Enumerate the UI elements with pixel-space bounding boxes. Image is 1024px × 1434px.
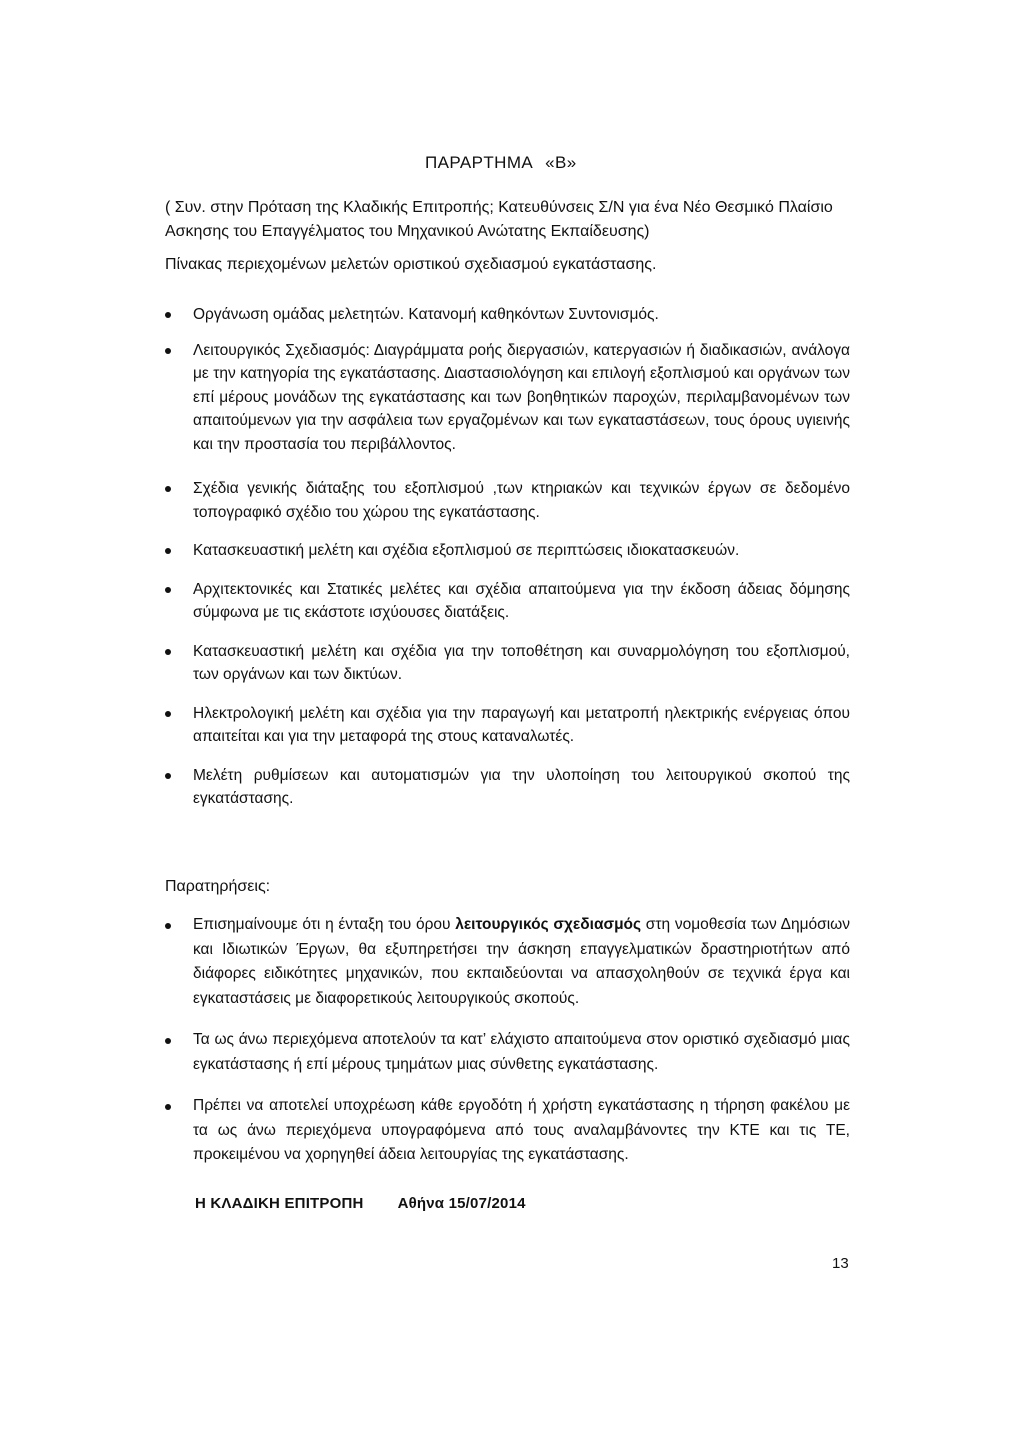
list-item bbox=[165, 339, 850, 457]
signature-line bbox=[195, 1195, 526, 1212]
note-text: Τα ως άνω περιεχόμενα αποτελούν τα κατ’ ελάχιστο απαιτούμενα στον οριστικό σχεδιασμό μιας εγκατάστασης ή επί μέρους τμημάτων μιας σύνθετης εγκατάστασης. bbox=[193, 1031, 850, 1073]
bullet-icon bbox=[165, 773, 171, 779]
list-item-text: Μελέτη ρυθμίσεων και αυτοματισμών για την υλοποίηση του λειτουργικού σκοπού της εγκατάστασης. bbox=[193, 766, 850, 807]
list-item bbox=[165, 578, 850, 625]
note-item bbox=[165, 913, 850, 1011]
list-item bbox=[165, 764, 850, 811]
page-number: 13 bbox=[832, 1255, 849, 1272]
bullet-icon bbox=[165, 548, 171, 554]
notes-heading: Παρατηρήσεις: bbox=[165, 878, 271, 895]
bullet-icon bbox=[165, 649, 171, 655]
bullet-icon bbox=[165, 348, 171, 354]
contents-table-title: Πίνακας περιεχομένων μελετών οριστικού σχεδιασμού εγκατάστασης. bbox=[165, 256, 657, 273]
list-item-text: Ηλεκτρολογική μελέτη και σχέδια για την παραγωγή και μετατροπή ηλεκτρικής ενέργειας όπου απαιτείται και για την μεταφορά της στους καταναλωτές. bbox=[193, 704, 850, 745]
list-item-text: Αρχιτεκτονικές και Στατικές μελέτες και σχέδια απαιτούμενα για την έκδοση άδειας δόμησης σύμφωνα με τις εκάστοτε ισχύουσες διατάξεις. bbox=[193, 580, 850, 621]
list-item-text: Σχέδια γενικής διάταξης του εξοπλισμού ,των κτηριακών και τεχνικών έργων σε δεδομένο τοπογραφικό σχέδιο του χώρου της εγκατάστασης. bbox=[193, 480, 850, 521]
contents-list bbox=[165, 303, 850, 826]
list-item-text: Λειτουργικός Σχεδιασμός: Διαγράμματα ροής διεργασιών, κατεργασιών ή διαδικασιών, ανάλογα με την κατηγορία της εγκατάστασης. Διαστασιολόγηση και επιλογή εξοπλισμού και οργάνων των επί μέρους μονάδων της εγκατάστασης και των βοηθητικών παροχών, περιλαμβανομένων των απαιτούμενων για την ασφάλεια των εργαζομένων και των εγκαταστάσεων, τους όρους υγιεινής και την προστασία του περιβάλλοντος. bbox=[193, 341, 850, 453]
bullet-icon bbox=[165, 923, 171, 929]
list-item bbox=[165, 539, 850, 563]
note-item bbox=[165, 1094, 850, 1168]
list-item bbox=[165, 702, 850, 749]
bullet-icon bbox=[165, 486, 171, 492]
bullet-icon bbox=[165, 312, 171, 318]
bullet-icon bbox=[165, 1038, 171, 1044]
bullet-icon bbox=[165, 711, 171, 717]
intro-note: ( Συν. στην Πρόταση της Κλαδικής Επιτροπής; Κατευθύνσεις Σ/Ν για ένα Νέο Θεσμικό Πλαίσιο Ασκησης του Επαγγέλματος του Μηχανικού Ανώτατης Εκπαίδευσης) bbox=[165, 199, 833, 240]
note-item bbox=[165, 1028, 850, 1077]
note-text-end: στη νομοθεσία των Δημόσιων και Ιδιωτικών Έργων, θα εξυπηρετήσει την άσκηση επαγγελματικών δραστηριοτήτων από διάφορες ειδικότητες μηχανικών, που εκπαιδεύονται να απασχοληθούν σε τεχνικά έργα και εγκαταστάσεις με διαφορετικούς λειτουργικούς σκοπούς. bbox=[193, 916, 850, 1007]
note-bold-term: λειτουργικός σχεδιασμός bbox=[455, 916, 642, 933]
note-text: Πρέπει να αποτελεί υποχρέωση κάθε εργοδότη ή χρήστη εγκατάστασης η τήρηση φακέλου με τα ως άνω περιεχόμενα υπογραφόμενα από τους αναλαμβάνοντες την ΚΤΕ και τις ΤΕ, προκειμένου να χορηγηθεί άδεια λειτουργίας της εγκατάστασης. bbox=[193, 1097, 850, 1163]
list-item bbox=[165, 303, 850, 327]
list-item bbox=[165, 640, 850, 687]
intro-block bbox=[165, 196, 855, 277]
list-item bbox=[165, 477, 850, 524]
bullet-icon bbox=[165, 587, 171, 593]
list-item-text: Κατασκευαστική μελέτη και σχέδια για την τοποθέτηση και συναρμολόγηση του εξοπλισμού, των οργάνων και των δικτύων. bbox=[193, 642, 850, 683]
notes-list bbox=[165, 913, 850, 1185]
place-date: Αθήνα 15/07/2014 bbox=[397, 1195, 526, 1212]
appendix-letter: «Β» bbox=[545, 153, 577, 172]
list-item-text: Οργάνωση ομάδας μελετητών. Κατανομή καθηκόντων Συντονισμός. bbox=[193, 306, 659, 323]
note-text-start: Επισημαίνουμε ότι η ένταξη του όρου bbox=[193, 916, 456, 933]
appendix-title-text: ΠΑΡΑΡΤΗΜΑ bbox=[425, 153, 534, 172]
committee-name: Η ΚΛΑΔΙΚΗ ΕΠΙΤΡΟΠΗ bbox=[195, 1195, 364, 1212]
appendix-title bbox=[425, 153, 577, 173]
list-item-text: Κατασκευαστική μελέτη και σχέδια εξοπλισμού σε περιπτώσεις ιδιοκατασκευών. bbox=[193, 542, 740, 559]
bullet-icon bbox=[165, 1104, 171, 1110]
